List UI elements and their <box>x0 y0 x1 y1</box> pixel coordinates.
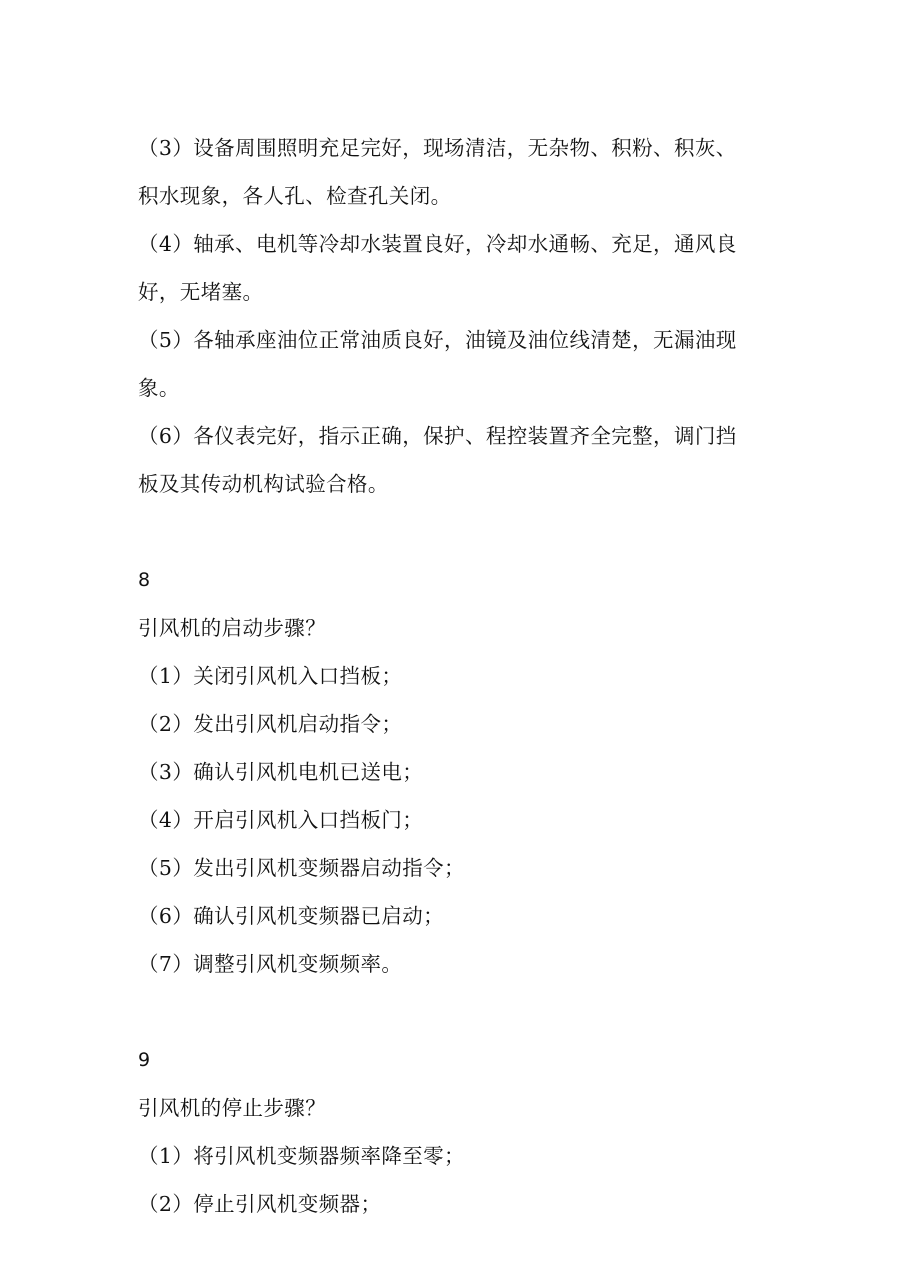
section-title: 引风机的停止步骤？ <box>138 1096 327 1120</box>
step-item: （7）调整引风机变频频率。 <box>138 952 403 976</box>
step-item: （3）确认引风机电机已送电； <box>138 760 424 784</box>
section-title: 引风机的启动步骤？ <box>138 616 327 640</box>
step-item: （1）关闭引风机入口挡板； <box>138 664 403 688</box>
paragraph-line: 积水现象，各人孔、检查孔关闭。 <box>138 184 452 208</box>
section-number: 8 <box>138 569 151 591</box>
paragraph-line: （3）设备周围照明充足完好，现场清洁，无杂物、积粉、积灰、 <box>138 136 737 160</box>
blank-line <box>138 988 770 1036</box>
step-item: （6）确认引风机变频器已启动； <box>138 904 445 928</box>
paragraph-line: （4）轴承、电机等冷却水装置良好，冷却水通畅、充足，通风良 <box>138 232 737 256</box>
step-item: （2）发出引风机启动指令； <box>138 712 403 736</box>
paragraph-line: （6）各仪表完好，指示正确，保护、程控装置齐全完整，调门挡 <box>138 424 737 448</box>
paragraph-line: 象。 <box>138 376 180 400</box>
step-item: （1）将引风机变频器频率降至零； <box>138 1144 465 1168</box>
step-item: （2）停止引风机变频器； <box>138 1192 382 1216</box>
paragraph-line: （5）各轴承座油位正常油质良好，油镜及油位线清楚，无漏油现 <box>138 328 737 352</box>
paragraph-line: 板及其传动机构试验合格。 <box>138 472 389 496</box>
paragraph-line: 好，无堵塞。 <box>138 280 264 304</box>
step-item: （5）发出引风机变频器启动指令； <box>138 856 465 880</box>
document-body <box>138 124 770 1228</box>
step-item: （4）开启引风机入口挡板门； <box>138 808 424 832</box>
blank-line <box>138 508 770 556</box>
section-number: 9 <box>138 1049 151 1071</box>
